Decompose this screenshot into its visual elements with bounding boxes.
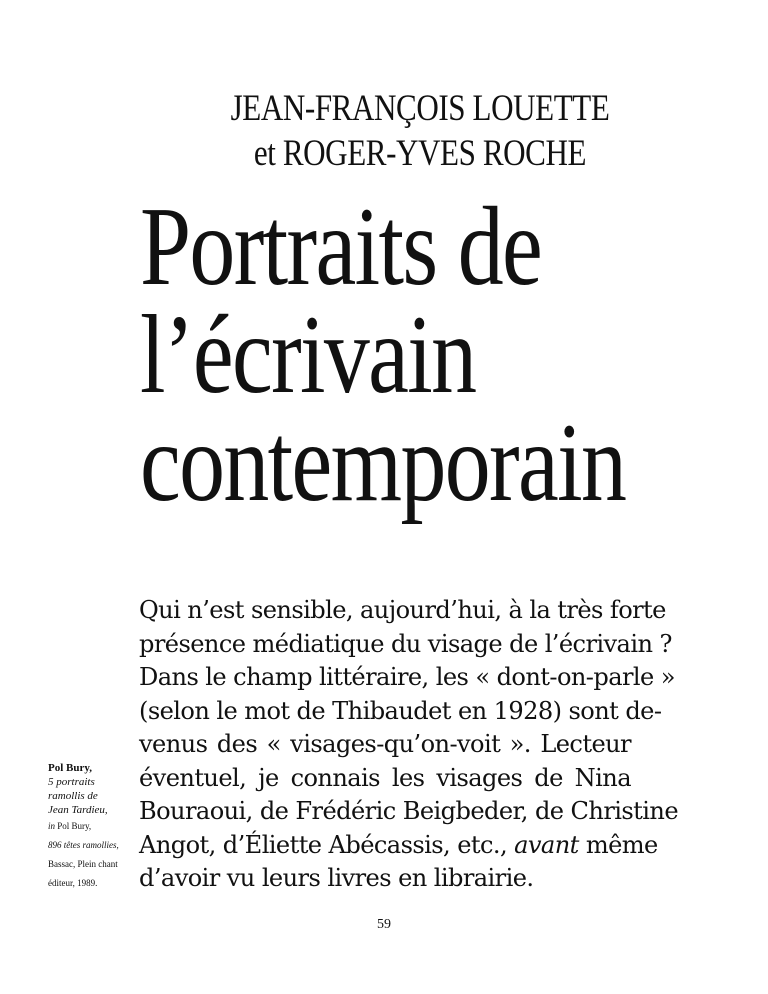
body-line-8-end: même [578, 829, 658, 859]
title-line-2: l’écrivain [140, 293, 476, 417]
body-line-3: Dans le champ littéraire, les « dont-on-parle » [139, 662, 675, 691]
body-line-7: Bouraoui, de Frédéric Beigbeder, de Christine [139, 796, 679, 825]
caption-work-line-2: ramollis de [48, 790, 98, 802]
image-caption [48, 761, 130, 893]
body-line-9: d’avoir vu leurs livres en librairie. [139, 863, 534, 892]
caption-source-publisher: Bassac, Plein chant [48, 859, 118, 869]
author-line-1: JEAN-FRANÇOIS LOUETTE [230, 88, 610, 129]
body-line-5: venus des « visages-qu’on-voit ». Lecteur [139, 729, 631, 758]
caption-work-line-3: Jean Tardieu, [48, 804, 108, 816]
caption-book-title: 896 têtes ramollies, [48, 840, 119, 850]
body-line-1: Qui n’est sensible, aujourd’hui, à la très forte [139, 595, 666, 624]
authors-heading [185, 86, 655, 176]
body-line-2: présence médiatique du visage de l’écrivain ? [139, 628, 672, 658]
body-line-8-start: Angot, d’Éliette Abécassis, etc., [139, 829, 515, 859]
body-paragraph [139, 593, 679, 895]
body-line-8 [139, 828, 658, 862]
caption-source-line [48, 817, 130, 836]
body-emphasis: avant [514, 829, 579, 859]
caption-source-in: in [48, 821, 56, 831]
title-line-3: contemporain [140, 401, 626, 525]
caption-source-author: Pol Bury, [55, 821, 92, 831]
body-line-4: (selon le mot de Thibaudet en 1928) sont de- [139, 695, 662, 725]
caption-source-year: éditeur, 1989. [48, 878, 98, 888]
title-line-1: Portraits de [140, 185, 542, 309]
author-line-2: et ROGER-YVES ROCHE [253, 133, 587, 174]
caption-work-line-1: 5 portraits [48, 776, 95, 788]
caption-source-book [48, 836, 130, 855]
caption-artist: Pol Bury, [48, 762, 93, 774]
article-title [140, 185, 626, 525]
page-number: 59 [377, 917, 391, 932]
body-line-6: éventuel, je connais les visages de Nina [139, 762, 631, 792]
